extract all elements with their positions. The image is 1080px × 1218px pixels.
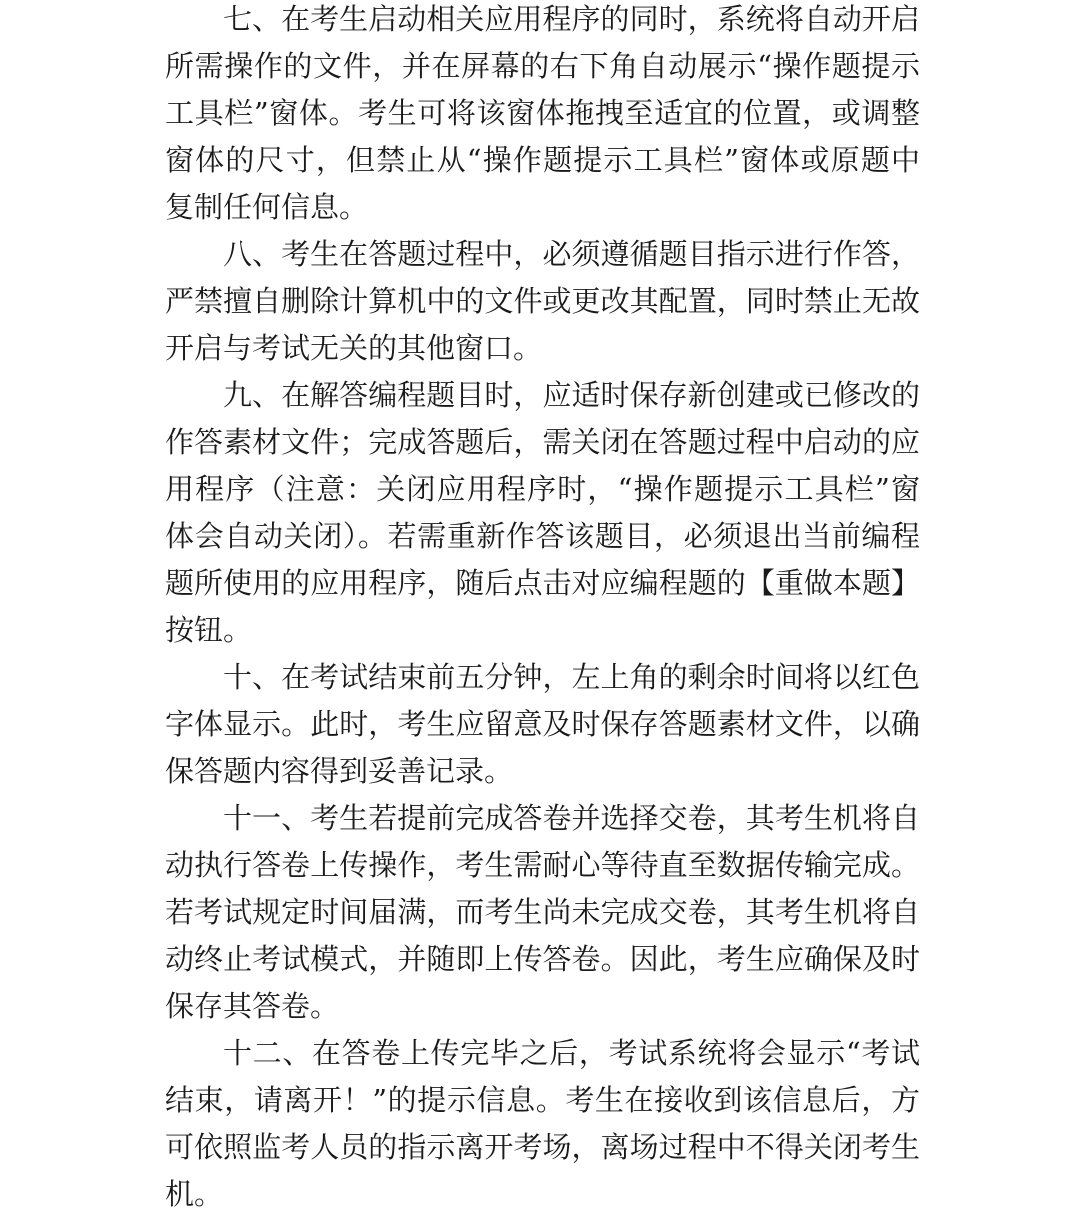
paragraph-9-line-3: 用程序（注意：关闭应用程序时，“操作题提示工具栏”窗 (165, 472, 920, 506)
paragraph-7-line-2: 所需操作的文件，并在屏幕的右下角自动展示“操作题提示 (165, 49, 920, 83)
paragraph-7-line-4: 窗体的尺寸，但禁止从“操作题提示工具栏”窗体或原题中 (165, 143, 920, 177)
paragraph-8-line-2: 严禁擅自删除计算机中的文件或更改其配置，同时禁止无故 (165, 284, 920, 318)
paragraph-10 (165, 654, 920, 795)
paragraph-11-line-3: 若考试规定时间届满，而考生尚未完成交卷，其考生机将自 (165, 895, 920, 929)
paragraph-11 (165, 795, 920, 1030)
paragraph-9-line-5: 题所使用的应用程序，随后点击对应编程题的【重做本题】 (165, 566, 920, 600)
paragraph-12-line-3: 可依照监考人员的指示离开考场，离场过程中不得关闭考生 (165, 1130, 920, 1164)
paragraph-9-line-4: 体会自动关闭）。若需重新作答该题目，必须退出当前编程 (165, 519, 920, 553)
paragraph-10-line-2: 字体显示。此时，考生应留意及时保存答题素材文件，以确 (165, 707, 920, 741)
paragraph-11-line-4: 动终止考试模式，并随即上传答卷。因此，考生应确保及时 (165, 942, 920, 976)
paragraph-12 (165, 1030, 920, 1218)
paragraph-12-line-1: 十二、在答卷上传完毕之后，考试系统将会显示“考试 (223, 1036, 920, 1070)
paragraph-12-line-4: 机。 (165, 1177, 224, 1211)
paragraph-9-line-6: 按钮。 (165, 613, 253, 647)
paragraph-7 (165, 0, 920, 231)
paragraph-8-line-3: 开启与考试无关的其他窗口。 (165, 331, 543, 365)
paragraph-9 (165, 372, 920, 654)
paragraph-8 (165, 231, 920, 372)
paragraph-7-line-3: 工具栏”窗体。考生可将该窗体拖拽至适宜的位置，或调整 (165, 96, 920, 130)
paragraph-11-line-2: 动执行答卷上传操作，考生需耐心等待直至数据传输完成。 (165, 848, 920, 882)
paragraph-9-line-2: 作答素材文件；完成答题后，需关闭在答题过程中启动的应 (165, 425, 920, 459)
paragraph-8-line-1: 八、考生在答题过程中，必须遵循题目指示进行作答， (223, 237, 920, 271)
document-body (165, 0, 920, 1218)
paragraph-9-line-1: 九、在解答编程题目时，应适时保存新创建或已修改的 (223, 378, 920, 412)
paragraph-10-line-3: 保答题内容得到妥善记录。 (165, 754, 514, 788)
paragraph-11-line-5: 保存其答卷。 (165, 989, 340, 1023)
paragraph-7-line-5: 复制任何信息。 (165, 190, 369, 224)
paragraph-10-line-1: 十、在考试结束前五分钟，左上角的剩余时间将以红色 (223, 660, 920, 694)
paragraph-11-line-1: 十一、考生若提前完成答卷并选择交卷，其考生机将自 (223, 801, 920, 835)
paragraph-7-line-1: 七、在考生启动相关应用程序的同时，系统将自动开启 (223, 2, 920, 36)
paragraph-12-line-2: 结束，请离开！”的提示信息。考生在接收到该信息后，方 (165, 1083, 920, 1117)
